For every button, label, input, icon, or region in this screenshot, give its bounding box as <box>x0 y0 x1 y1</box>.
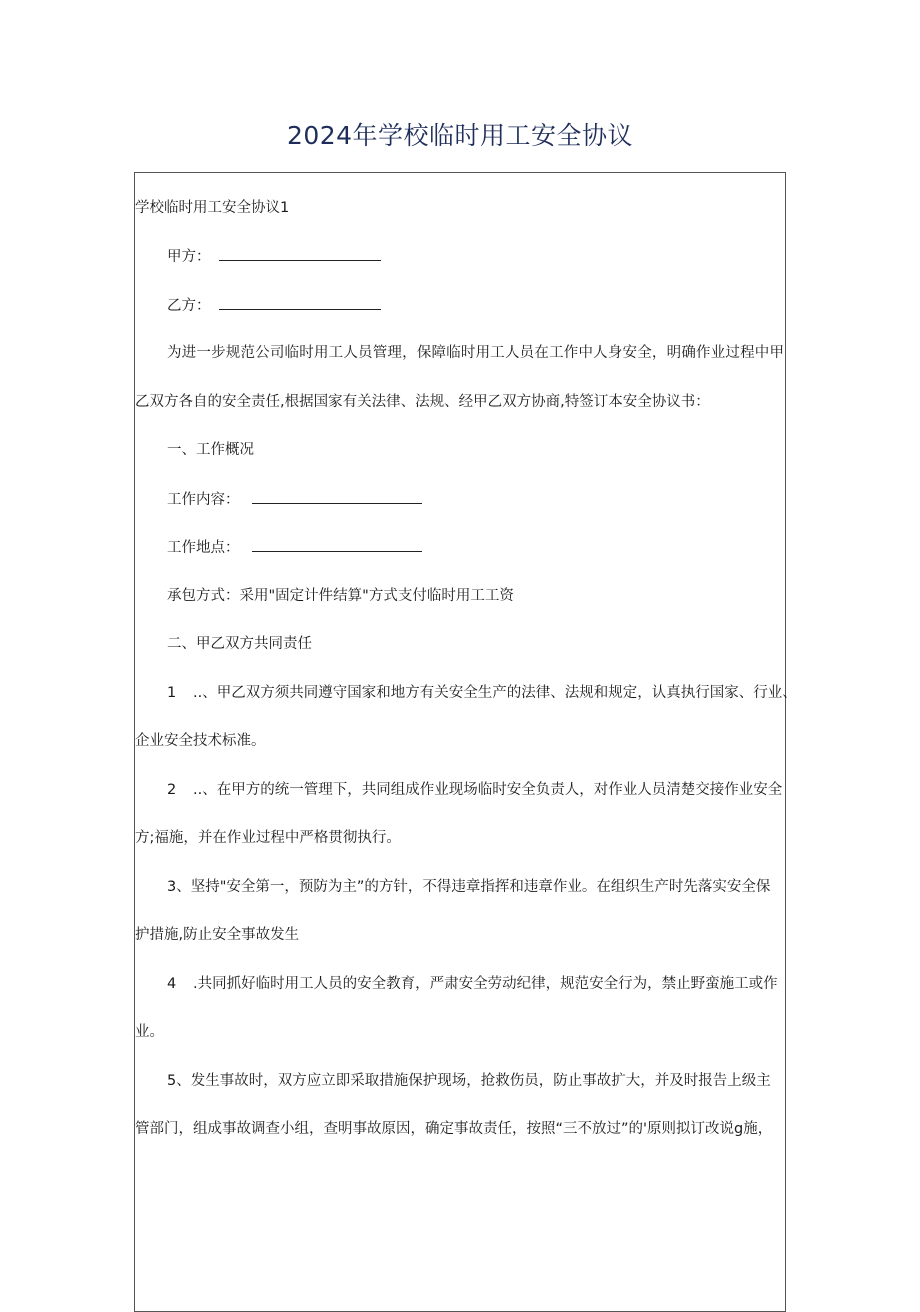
work-location-label: 工作地点： <box>167 540 240 556</box>
party-b-row <box>167 295 381 316</box>
work-location-blank <box>252 537 422 552</box>
intro-line-2: 乙双方各自的安全责任,根据国家有关法律、法规、经甲乙双方协商,特签订本安全协议书： <box>135 394 710 410</box>
item-3-line-2: 护措施,防止安全事故发生 <box>135 927 300 943</box>
work-content-row <box>167 489 422 510</box>
work-content-label: 工作内容： <box>167 492 240 508</box>
work-location-row <box>167 537 422 558</box>
work-content-blank <box>252 489 422 504</box>
item-4-line-2: 业。 <box>135 1024 164 1040</box>
agreement-heading: 学校临时用工安全协议1 <box>135 200 290 216</box>
item-2-number: 2 <box>167 782 177 798</box>
item-2-line-1 <box>167 780 782 800</box>
contract-method: 承包方式：采用"固定计件结算"方式支付临时用工工资 <box>167 588 514 604</box>
item-1-number: 1 <box>167 685 177 701</box>
item-5-line-1: 5、发生事故时，双方应立即采取措施保护现场，抢救伤员，防止事故扩大，并及时报告上级主 <box>167 1073 771 1089</box>
section-1-title: 一、工作概况 <box>167 442 254 458</box>
intro-line-1: 为进一步规范公司临时用工人员管理，保障临时用工人员在工作中人身安全，明确作业过程中甲 <box>167 345 784 361</box>
item-4-line-1 <box>167 974 778 994</box>
item-1-line-2: 企业安全技术标准。 <box>135 733 266 749</box>
item-5-line-2: 管部门，组成事故调查小组，查明事故原因，确定事故责任，按照“三不放过”的'原则拟订改说g施， <box>135 1121 773 1137</box>
item-1-text: ..、甲乙双方须共同遵守国家和地方有关安全生产的法律、法规和规定，认真执行国家、行业、 <box>193 685 797 701</box>
section-2-title: 二、甲乙双方共同责任 <box>167 636 312 652</box>
party-a-row <box>167 246 381 267</box>
party-b-blank <box>219 295 381 310</box>
party-a-blank <box>219 246 381 261</box>
item-2-text: ..、在甲方的统一管理下，共同组成作业现场临时安全负责人，对作业人员清楚交接作业安全 <box>193 782 783 798</box>
item-2-line-2: 方;福施，并在作业过程中严格贯彻执行。 <box>135 830 401 846</box>
party-a-label: 甲方： <box>167 249 211 265</box>
item-1-line-1 <box>167 683 797 703</box>
item-4-number: 4 <box>167 976 177 992</box>
item-4-text: .共同抓好临时用工人员的安全教育，严肃安全劳动纪律，规范安全行为，禁止野蛮施工或作 <box>193 976 778 992</box>
document-title: 2024年学校临时用工安全协议 <box>286 121 634 150</box>
party-b-label: 乙方： <box>167 298 211 314</box>
item-3-line-1: 3、坚持"安全第一，预防为主”的方针，不得违章指挥和违章作业。在组织生产时先落实安全保 <box>167 879 771 895</box>
